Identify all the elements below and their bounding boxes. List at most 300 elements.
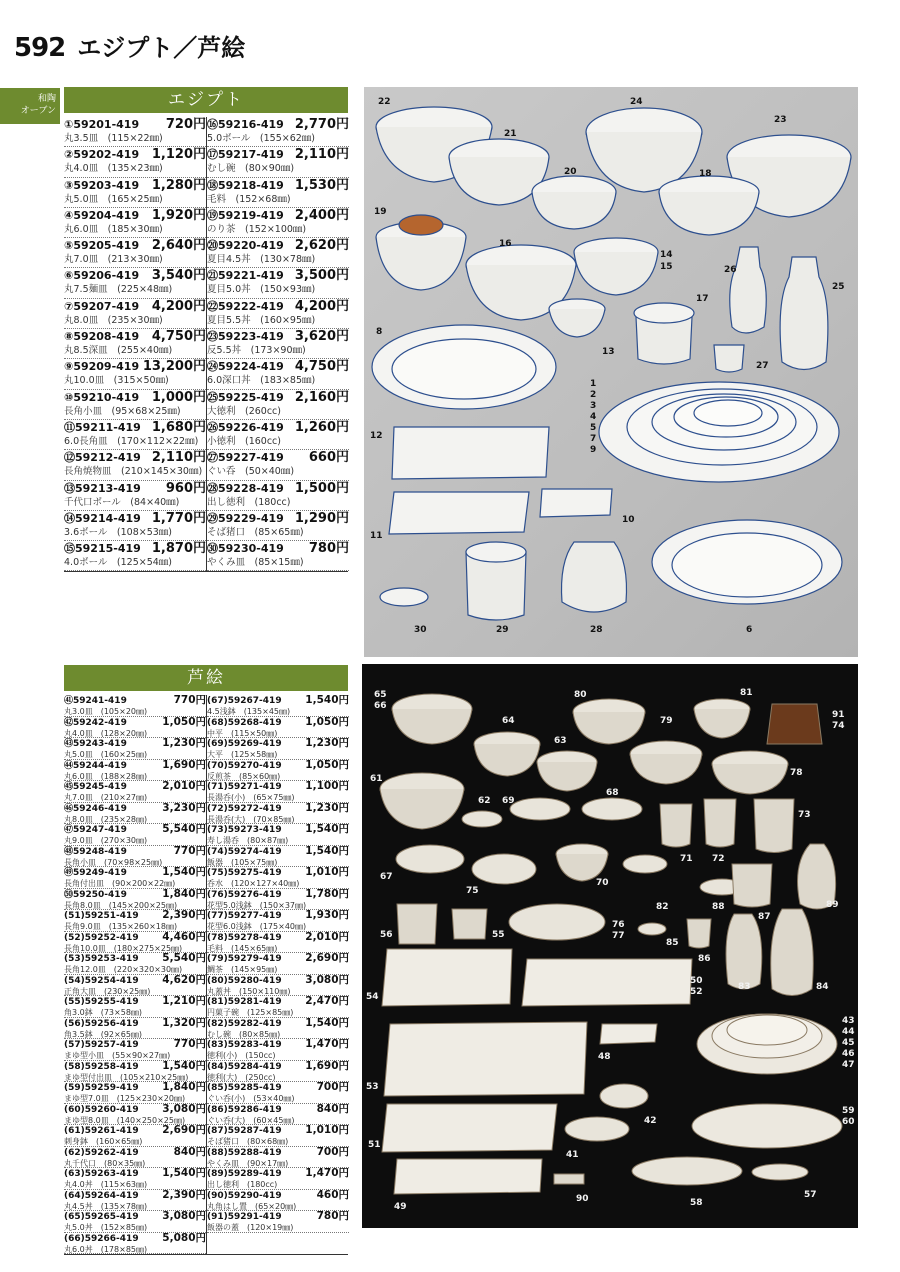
photo-label: 72	[712, 854, 725, 864]
product-description: 丸4.5丼 (135×78㎜)	[64, 1201, 148, 1211]
product-description: 刺身鉢 (160×65㎜)	[64, 1137, 143, 1146]
product-code-price-row	[64, 541, 206, 556]
product-entry	[64, 178, 206, 208]
photo-label: 12	[370, 431, 383, 441]
product-description: 丸5.0皿 (165×25㎜)	[64, 193, 163, 205]
product-price: 1,840円	[162, 1082, 206, 1093]
product-code: (55)59255-419	[64, 997, 139, 1007]
product-price: 3,540円	[151, 268, 206, 284]
product-code-price-row	[64, 238, 206, 253]
product-entry	[207, 268, 349, 298]
product-code-price-row	[207, 450, 349, 465]
product-code-price-row	[207, 329, 349, 344]
product-code: (76)59276-419	[207, 889, 282, 900]
product-description: 丸4.0丼 (115×63㎜)	[64, 1180, 148, 1189]
side-tab-line1: 和陶	[37, 94, 56, 104]
photo-label: 87	[758, 912, 771, 922]
product-code: ⑯59216-419	[207, 118, 284, 131]
product-code-price-row	[64, 1147, 206, 1159]
product-code: (74)59274-419	[207, 846, 282, 857]
product-description: 角3.5鉢 (92×65㎜)	[64, 1029, 143, 1039]
product-code: ㊹59244-419	[64, 760, 127, 771]
product-description: 長角小皿 (95×68×25㎜)	[64, 405, 181, 417]
product-code: (68)59268-419	[207, 717, 282, 728]
product-entry	[207, 1039, 349, 1061]
photo-label: 5	[590, 423, 597, 433]
product-description: 出し徳利 (180cc)	[207, 496, 291, 508]
ashie-tableware-illustration	[362, 664, 858, 1228]
product-price: 2,400円	[294, 207, 349, 223]
product-code-price-row	[207, 932, 349, 944]
product-entry	[207, 511, 349, 541]
photo-label: 75	[466, 886, 479, 896]
photo-label: 41	[566, 1150, 579, 1160]
product-description: 丸5.0丼 (152×85㎜)	[64, 1223, 148, 1232]
product-price: 1,010円	[305, 867, 349, 878]
product-entry	[64, 889, 206, 911]
product-code: ⑱59218-419	[207, 178, 284, 192]
product-price: 2,390円	[162, 910, 206, 921]
product-description: 夏目5.0丼 (150×93㎜)	[207, 284, 316, 296]
product-code: (88)59288-419	[207, 1147, 282, 1158]
product-entry	[207, 147, 349, 177]
product-code: ②59202-419	[64, 148, 140, 162]
photo-label: 67	[380, 872, 393, 882]
product-price: 1,260円	[294, 419, 349, 435]
product-code-price-row	[207, 846, 349, 858]
product-price: 2,010円	[162, 781, 206, 792]
product-code-price-row	[64, 481, 206, 496]
product-price: 1,230円	[305, 738, 349, 749]
product-description: 丸蓋丼 (150×110㎜)	[207, 986, 291, 996]
product-price: 2,470円	[305, 996, 349, 1007]
product-code-price-row	[64, 147, 206, 162]
product-price: 840円	[316, 1103, 349, 1115]
product-code-price-row	[207, 1018, 349, 1030]
product-code-price-row	[207, 910, 349, 922]
product-code: ⑬59213-419	[64, 481, 141, 495]
photo-label: 68	[606, 788, 619, 798]
product-code-price-row	[64, 511, 206, 526]
product-code: ⑦59207-419	[64, 299, 140, 313]
product-entry	[64, 910, 206, 932]
photo-label: 24	[630, 97, 643, 107]
product-entry	[64, 420, 206, 450]
product-entry	[207, 932, 349, 954]
product-price: 3,500円	[294, 268, 349, 284]
product-entry	[207, 450, 349, 480]
photo-label: 70	[596, 878, 609, 888]
product-price: 2,160円	[294, 389, 349, 405]
product-code-price-row	[64, 760, 206, 772]
product-entry	[64, 1233, 206, 1255]
product-entry	[64, 760, 206, 782]
photo-label: 83	[738, 982, 751, 992]
photo-label: 78	[790, 768, 803, 778]
product-price: 2,690円	[305, 953, 349, 964]
product-price: 1,690円	[162, 759, 206, 771]
photo-label: 22	[378, 97, 391, 107]
product-price: 1,530円	[294, 177, 349, 193]
product-code: ㊶59241-419	[64, 696, 127, 706]
product-entry	[207, 1104, 349, 1126]
ashie-list-right-column	[207, 695, 349, 1233]
product-price: 4,200円	[151, 298, 206, 314]
product-code-price-row	[207, 738, 349, 750]
ashie-list-left-column	[64, 695, 206, 1254]
product-description: 毛料 (152×68㎜)	[207, 193, 291, 205]
product-description: まゆ型8.0皿 (140×250×25㎜)	[64, 1115, 186, 1125]
product-price: 770円	[173, 845, 206, 857]
product-description: 丸角はし置 (65×20㎜)	[207, 1201, 297, 1211]
photo-label: 63	[554, 736, 567, 746]
product-price: 1,470円	[305, 1039, 349, 1050]
product-code-price-row	[207, 1168, 349, 1180]
product-code: (67)59267-419	[207, 696, 282, 706]
product-code: ㊷59242-419	[64, 717, 127, 728]
product-code: (70)59270-419	[207, 760, 282, 771]
product-entry	[207, 1061, 349, 1083]
product-description: まゆ型7.0皿 (125×230×20㎜)	[64, 1094, 186, 1103]
photo-label: 2	[590, 390, 597, 400]
photo-label: 82	[656, 902, 669, 912]
product-entry	[207, 1168, 349, 1190]
product-entry	[64, 1039, 206, 1061]
product-entry	[207, 541, 349, 571]
product-code-price-row	[207, 975, 349, 987]
product-price: 3,080円	[162, 1103, 206, 1115]
product-description: 長湯呑(大) (70×85㎜)	[207, 814, 295, 824]
product-price: 2,110円	[294, 147, 349, 163]
product-price: 2,010円	[305, 931, 349, 943]
product-description: そば猪口 (80×68㎜)	[207, 1137, 289, 1146]
product-entry	[207, 178, 349, 208]
product-description: 丸7.0皿 (210×27㎜)	[64, 793, 148, 802]
product-code: (56)59256-419	[64, 1018, 139, 1029]
egypt-section-title: エジプト	[64, 87, 348, 113]
product-entry	[64, 208, 206, 238]
product-entry	[207, 420, 349, 450]
product-entry	[64, 450, 206, 480]
product-code: (72)59272-419	[207, 803, 282, 814]
product-code: (66)59266-419	[64, 1233, 139, 1244]
product-description: 呑水 (120×127×40㎜)	[207, 879, 300, 888]
product-price: 1,540円	[305, 1017, 349, 1029]
product-description: まゆ型小皿 (55×90×27㎜)	[64, 1051, 171, 1060]
product-description: 5.0ボール (155×62㎜)	[207, 133, 316, 144]
product-description: 丸9.0皿 (270×30㎜)	[64, 836, 148, 845]
product-price: 3,080円	[305, 974, 349, 986]
product-code: (65)59265-419	[64, 1212, 139, 1222]
product-code: (59)59259-419	[64, 1083, 139, 1093]
product-code: (77)59277-419	[207, 911, 282, 921]
product-price: 1,930円	[305, 910, 349, 921]
product-entry	[207, 803, 349, 825]
product-price: 1,000円	[151, 389, 206, 405]
photo-label: 13	[602, 347, 615, 357]
photo-label: 73	[798, 810, 811, 820]
product-code: ㊻59246-419	[64, 803, 127, 814]
product-entry	[207, 481, 349, 511]
product-description: 丸4.0皿 (135×23㎜)	[64, 163, 163, 175]
photo-label: 15	[660, 262, 673, 272]
product-price: 3,230円	[162, 802, 206, 814]
product-code-price-row	[64, 1233, 206, 1245]
product-entry	[64, 1125, 206, 1147]
product-code: (73)59273-419	[207, 825, 282, 835]
product-code-price-row	[207, 1190, 349, 1202]
product-price: 2,770円	[294, 117, 349, 132]
product-code-price-row	[64, 996, 206, 1008]
product-code: ㊽59248-419	[64, 846, 127, 857]
photo-label: 69	[502, 796, 515, 806]
photo-label: 27	[756, 361, 769, 371]
product-code-price-row	[64, 846, 206, 858]
product-description: 反煎茶 (85×60㎜)	[207, 771, 281, 781]
product-description: 長角10.0皿 (180×275×25㎜)	[64, 943, 183, 953]
photo-label: 51	[368, 1140, 381, 1150]
product-description: 丸千代口 (80×35㎜)	[64, 1158, 146, 1168]
product-description: 丸7.5麺皿 (225×48㎜)	[64, 284, 173, 296]
side-tab	[0, 88, 60, 124]
product-code-price-row	[64, 299, 206, 314]
product-description: のり茶 (152×100㎜)	[207, 223, 307, 235]
photo-label: 46	[842, 1049, 855, 1059]
product-entry	[64, 867, 206, 889]
product-price: 780円	[316, 1211, 349, 1222]
product-description: 丸5.0皿 (160×25㎜)	[64, 750, 148, 759]
photo-label: 28	[590, 625, 603, 635]
photo-label: 77	[612, 931, 625, 941]
egypt-list-left-column	[64, 117, 206, 571]
product-entry	[64, 511, 206, 541]
product-entry	[207, 329, 349, 359]
product-entry	[64, 975, 206, 997]
product-code-price-row	[207, 803, 349, 815]
photo-label: 50	[690, 976, 703, 986]
product-price: 4,620円	[162, 974, 206, 986]
product-description: 長角付出皿 (90×200×22㎜)	[64, 879, 176, 888]
product-code: ㉘59228-419	[207, 481, 284, 495]
photo-label: 65	[374, 690, 387, 700]
product-entry	[207, 208, 349, 238]
photo-label: 62	[478, 796, 491, 806]
product-entry	[64, 359, 206, 389]
photo-label: 6	[746, 625, 753, 635]
product-description: 大平 (125×58㎜)	[207, 750, 278, 759]
product-code: ㊾59249-419	[64, 868, 127, 878]
product-price: 3,080円	[162, 1211, 206, 1222]
product-code-price-row	[64, 695, 206, 707]
photo-label: 21	[504, 129, 517, 139]
photo-label: 76	[612, 920, 625, 930]
product-code-price-row	[207, 238, 349, 253]
product-code: ⑤59205-419	[64, 239, 140, 253]
product-code: ⑩59210-419	[64, 390, 140, 404]
product-description: 6.0長角皿 (170×112×22㎜)	[64, 435, 199, 447]
product-price: 1,540円	[305, 845, 349, 857]
product-code-price-row	[207, 889, 349, 901]
product-entry	[207, 717, 349, 739]
product-price: 1,540円	[162, 867, 206, 878]
product-code-price-row	[64, 824, 206, 836]
product-description: 反5.5丼 (173×90㎜)	[207, 345, 306, 357]
product-price: 1,540円	[305, 824, 349, 835]
product-code-price-row	[207, 1147, 349, 1159]
product-code: (57)59257-419	[64, 1040, 139, 1050]
product-code: ㉑59221-419	[207, 269, 284, 283]
product-code-price-row	[64, 208, 206, 223]
product-description: 出し徳利 (180cc)	[207, 1180, 278, 1189]
photo-label: 81	[740, 688, 753, 698]
product-price: 700円	[316, 1082, 349, 1093]
photo-label: 43	[842, 1016, 855, 1026]
product-code: (64)59264-419	[64, 1190, 139, 1201]
product-code-price-row	[207, 717, 349, 729]
product-description: 飯器 (105×75㎜)	[207, 857, 278, 867]
product-price: 1,100円	[305, 781, 349, 792]
product-price: 5,540円	[162, 824, 206, 835]
product-price: 13,200円	[142, 359, 206, 375]
product-code: (87)59287-419	[207, 1126, 282, 1136]
product-code-price-row	[207, 867, 349, 879]
product-price: 1,230円	[162, 738, 206, 749]
product-code: ③59203-419	[64, 178, 140, 192]
product-code-price-row	[64, 1190, 206, 1202]
product-entry	[207, 299, 349, 329]
product-description: 丸8.0皿 (235×30㎜)	[64, 314, 163, 326]
photo-label: 30	[414, 625, 427, 635]
product-description: 丸10.0皿 (315×50㎜)	[64, 375, 169, 387]
product-price: 1,230円	[305, 802, 349, 814]
product-price: 1,540円	[162, 1060, 206, 1072]
product-description: 長湯呑(小) (65×75㎜)	[207, 793, 295, 802]
product-code-price-row	[64, 1061, 206, 1073]
product-code-price-row	[64, 268, 206, 283]
product-entry	[64, 329, 206, 359]
product-code: ⑭59214-419	[64, 511, 141, 525]
product-description: 鯛茶 (145×95㎜)	[207, 965, 278, 974]
product-code: ㊼59247-419	[64, 825, 127, 835]
product-price: 2,390円	[162, 1189, 206, 1201]
photo-label: 26	[724, 265, 737, 275]
product-entry	[64, 299, 206, 329]
product-code: (81)59281-419	[207, 997, 282, 1007]
product-description: 丸8.0皿 (235×28㎜)	[64, 814, 148, 824]
product-price: 1,320円	[162, 1017, 206, 1029]
product-price: 1,690円	[305, 1060, 349, 1072]
photo-label: 16	[499, 239, 512, 249]
photo-label: 29	[496, 625, 509, 635]
product-price: 700円	[316, 1146, 349, 1158]
product-entry	[64, 781, 206, 803]
product-code: ④59204-419	[64, 208, 140, 222]
photo-label: 47	[842, 1060, 855, 1070]
product-code: (69)59269-419	[207, 739, 282, 749]
product-entry	[207, 760, 349, 782]
product-price: 770円	[173, 1039, 206, 1050]
photo-label: 25	[832, 282, 845, 292]
photo-label: 1	[590, 379, 597, 389]
product-code-price-row	[207, 824, 349, 836]
photo-label: 23	[774, 115, 787, 125]
product-code-price-row	[207, 695, 349, 707]
product-code-price-row	[207, 1061, 349, 1073]
product-code-price-row	[207, 541, 349, 556]
product-code: (85)59285-419	[207, 1083, 282, 1093]
product-code-price-row	[207, 1211, 349, 1223]
product-code: ㉓59223-419	[207, 330, 284, 344]
photo-label: 10	[622, 515, 635, 525]
product-code: ⑪59211-419	[64, 420, 141, 434]
product-code-price-row	[64, 1082, 206, 1094]
product-description: 丸3.0皿 (105×20㎜)	[64, 707, 148, 716]
page-header	[14, 28, 245, 68]
product-entry	[64, 117, 206, 147]
product-code: (63)59263-419	[64, 1169, 139, 1179]
photo-label: 8	[376, 327, 383, 337]
product-entry	[64, 238, 206, 268]
product-entry	[64, 1211, 206, 1233]
product-price: 720円	[165, 117, 206, 132]
product-code: (80)59280-419	[207, 975, 282, 986]
product-description: 4.0ボール (125×54㎜)	[64, 557, 173, 569]
product-code: (61)59261-419	[64, 1126, 139, 1136]
photo-label: 19	[374, 207, 387, 217]
product-price: 5,080円	[162, 1232, 206, 1244]
product-code-price-row	[64, 359, 206, 374]
product-description: そば猪口 (85×65㎜)	[207, 526, 304, 538]
product-description: 花型5.0浅鉢 (150×37㎜)	[207, 900, 307, 910]
product-price: 1,840円	[162, 888, 206, 900]
product-code-price-row	[64, 953, 206, 965]
product-price: 460円	[316, 1189, 349, 1201]
product-price: 3,620円	[294, 329, 349, 345]
product-entry	[207, 1082, 349, 1104]
product-description: 長角8.0皿 (145×200×25㎜)	[64, 900, 178, 910]
product-code: (58)59258-419	[64, 1061, 139, 1072]
product-code: (51)59251-419	[64, 911, 139, 921]
product-entry	[64, 717, 206, 739]
product-description: 丸8.5深皿 (255×40㎜)	[64, 345, 173, 357]
product-code-price-row	[207, 781, 349, 793]
product-code-price-row	[64, 738, 206, 750]
product-code-price-row	[64, 420, 206, 435]
photo-label: 52	[690, 987, 703, 997]
product-entry	[207, 359, 349, 389]
product-price: 1,280円	[151, 177, 206, 193]
product-code-price-row	[207, 299, 349, 314]
product-entry	[207, 910, 349, 932]
product-code-price-row	[64, 1168, 206, 1180]
photo-label: 89	[826, 900, 839, 910]
photo-label: 71	[680, 854, 693, 864]
product-entry	[207, 996, 349, 1018]
photo-label: 53	[366, 1082, 379, 1092]
egypt-product-photo	[364, 87, 858, 657]
product-code: ⑳59220-419	[207, 239, 284, 253]
product-price: 1,540円	[305, 695, 349, 706]
photo-label: 20	[564, 167, 577, 177]
product-price: 1,050円	[305, 759, 349, 771]
product-code: ㉕59225-419	[207, 390, 284, 404]
product-entry	[207, 390, 349, 420]
product-price: 4,750円	[151, 329, 206, 345]
page-title: エジプト／芦絵	[77, 34, 246, 62]
product-description: むし碗 (80×85㎜)	[207, 1029, 281, 1039]
product-code-price-row	[64, 781, 206, 793]
product-code-price-row	[64, 910, 206, 922]
